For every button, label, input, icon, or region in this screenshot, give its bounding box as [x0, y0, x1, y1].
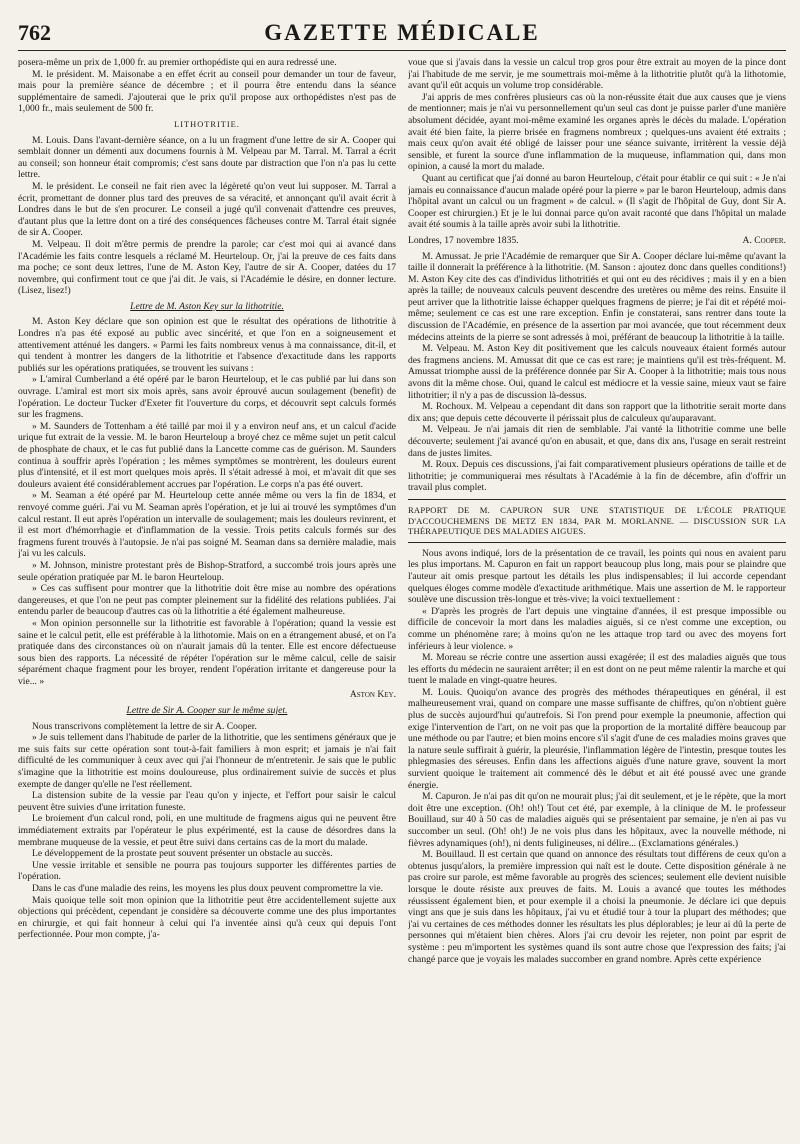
paragraph: Le développement de la prostate peut souvent présenter un obstacle au succès. — [32, 848, 333, 860]
paragraph: M. Velpeau. Je n'ai jamais dit rien de semblable. J'ai vanté la lithotritie comme une belle découverte; seulement j'ai avancé qu'on en abusait, et que, dans dix ans, l'usage en serait restreint dans de justes limites. — [408, 424, 786, 459]
paragraph: Nous avons indiqué, lors de la présentation de ce travail, les points qui nous en avaient paru les plus importans. M. Capuron en fait un rapport beaucoup plus long, mais pour se plaindre que l'auteur ait omis presque partout les détails les plus indispensables; il lui accorde cependant quelques éloges comme modèle d'exactitude arithmétique. Mais une assertion de M. le rapporteur soulève une discussion très-longue et très-vive; la voici textuellement : — [408, 547, 786, 606]
signature: A. Cooper. — [742, 234, 786, 246]
paragraph: voue que si j'avais dans la vessie un calcul trop gros pour être extrait au moyen de la pince dont j'ai l'habitude de me servir, je me soumettrais moi-même à la lithotritie plutôt qu'à la lithotomie, avant qu'il eût acquis un volume trop considérable. — [408, 57, 786, 92]
paragraph: M. le président. M. Maisonabe a en effet écrit au conseil pour demander un tour de faveur, mais pour la première séance de décembre ; et il pourra être entendu dans la séance supplémentaire de samedi. J'ajouterai que le prix qu'il propose aux orthopédistes n'est pas de 1,000 fr., mais seulement de 500 fr. — [18, 68, 396, 115]
paragraph: Le broiement d'un calcul rond, poli, en une multitude de fragmens aigus qui ne peuvent être immédiatement extraits par l'opérateur le plus expérimenté, est la cause de désordres dans la membrane muqueuse de la vessie, et peut être suivi dans certains cas de la mort du malade. — [18, 813, 396, 848]
paragraph: posera-même un prix de 1,000 fr. au premier orthopédiste qui en aura redressé une. — [18, 57, 337, 68]
letter-dateline — [408, 235, 786, 247]
place-date: Londres, 17 novembre 1835. — [408, 234, 519, 246]
paragraph: « D'après les progrès de l'art depuis une vingtaine d'années, il est presque impossible ou difficile de concevoir la mort dans les maladies aiguës, si ce n'est comme une exception, ou comme un phénomène rare; à moins qu'on ne les attaque trop tard ou avec des moyens fort inférieurs à leur violence. » — [408, 605, 786, 652]
section-heading: LITHOTRITIE. — [174, 119, 240, 129]
paragraph: La distension subite de la vessie par l'eau qu'on y injecte, et l'effort pour saisir le calcul peuvent être suivies d'une irritation funeste. — [18, 790, 396, 813]
text-columns — [18, 57, 786, 1127]
masthead — [18, 18, 786, 51]
paragraph: » M. Johnson, ministre protestant près de Bishop-Stratford, a succombé trois jours après une seule opération pratiquée par M. le baron Heurteloup. — [18, 559, 396, 583]
paragraph: M. Moreau se récrie contre une assertion aussi exagérée; il est des maladies aiguës que tous les efforts du médecin ne sauraient arrêter; il en est dont on ne peut même ralentir la marche et qui tuent le malade en vingt-quatre heures. — [408, 652, 786, 687]
letter-heading: Lettre de M. Aston Key sur la lithotritie. — [130, 300, 284, 312]
report-heading: RAPPORT DE M. CAPURON SUR UNE STATISTIQUE DE L'ÉCOLE PRATIQUE D'ACCOUCHEMENS DE METZ EN 1834, PAR M. MORLANNE. — DISCUSSION SUR LA THÉRAPEUTIQUE DES MALADIES AIGUES. — [408, 504, 786, 537]
paragraph: Quant au certificat que j'ai donné au baron Heurteloup, c'était pour établir ce qui suit : « Je n'ai jamais eu connaissance d'aucun malade opéré pour la pierre » par le baron Heurteloup, admis dans l'hôpital avant un calcul ou un fragment » de calcul. » (Il s'agit de l'hôpital de Guy, dont Sir A. Cooper est chirurgien.) Et je le lui donnai parce qu'on avait raconté que dans l'hôpital un malade avait été soumis à la taille après avoir subi la lithotritie. — [408, 172, 786, 231]
paragraph: M. Velpeau. M. Aston Key dit positivement que les calculs nouveaux étaient formés autour des fragmens anciens. M. Amussat dit que ce cas est rare; je maintiens qu'il est très-fréquent. M. Amussat triomphe aussi de la préférence donnée par Sir A. Cooper à la lithotritie; mais tous nous avons dit la même chose. Oui, quand le calcul est médiocre et la vessie saine, mieux vaut se faire lithotritier; il n'y a pas de discussion là-dessus. — [408, 343, 786, 401]
paragraph: M. Aston Key déclare que son opinion est que le résultat des opérations de lithotritie à Londres n'a pas été exposé au public avec sincérité, et que l'on en a soigneusement et attentivement atténué les dangers. « Parmi les faits nombreux venus à ma connaissance, dit-il, et qui tendent à montrer les dangers de la lithotritie et l'absence d'exactitude dans les rapports publiés sur les opérations pratiquées, se trouvent les suivans : — [18, 316, 396, 374]
paragraph: M. Capuron. Je n'ai pas dit qu'on ne mourait plus; j'ai dit seulement, et je le répète, que la mort doit être une exception. (Oh! oh!) Tout cet été, par exemple, à la clinique de M. le professeur Bouillaud, sur 40 à 50 cas de maladies aiguës qui se présentaient par semaine, je n'en ai pas vu succomber un seul. (Oh! oh!) Je ne vois plus dans les hôpitaux, avec la nouvelle méthode, ni fièvres adynamiques (oh!), ni dents fuligineuses, ni délire... (Exclamations générales.) — [408, 791, 786, 849]
divider — [408, 542, 786, 543]
paragraph: M. Amussat. Je prie l'Académie de remarquer que Sir A. Cooper déclare lui-même qu'avant la taille il donnerait la préférence à la lithotritie. (M. Sanson : ajoutez donc dans quelles conditions!) M. Aston Key cite des cas d'individus lithotritiés et qui ont eu des récidives ; mais il y en a bien après la taille; de nouveaux calculs peuvent descendre des uretères ou même des reins. Ensuite il peut arriver que la lithotritie laisse échapper quelques fragmens de pierre; je l'ai dit et répété moi-même; seulement ce cas est une rare exception. Enfin je constaterai, sans rentrer dans toute la discussion de l'Académie, en présence de la assertion par moi avancée, que tout récemment deux médecins atteints de la pierre se sont adressés à moi, préférant de beaucoup la lithotritie à la taille. — [408, 250, 786, 343]
paragraph: M. Rochoux. M. Velpeau a cependant dit dans son rapport que la lithotritie serait morte dans dix ans; que depuis cette découverte il périssait plus de calculeux qu'auparavant. — [408, 401, 786, 424]
paragraph: » M. Saunders de Tottenham a été taillé par moi il y a environ neuf ans, et un calcul d'acide urique fut extrait de la vessie. M. le baron Heurteloup a broyé chez ce même sujet un petit calcul de phosphate de chaux, et le cas fut publié dans la Lancette comme cas de guérison. M. Saunders continua à souffrir après l'opération ; les mêmes symptômes se montrèrent, les douleurs eurent plus d'intensité, et il est mort quelques mois après. Il s'était adressé à moi, et m'avait dit que ses douleurs avaient été considérablement accrues par l'opération. Le corps n'a pas été ouvert. — [18, 420, 396, 490]
paragraph: Nous transcrivons complètement la lettre de sir A. Cooper. — [32, 720, 257, 732]
paragraph: M. Bouillaud. Il est certain que quand on annonce des résultats tout différens de ceux qu'on a obtenus jusqu'alors, la première impression qui naît est le doute. Cette disposition générale à ne pas croire sur parole, est même favorable au progrès des sciences; seulement elle devient nuisible lorsque le doute résiste aux preuves de faits. M. Louis a avancé que toutes les méthodes réussissent également bien, et pour exemple il a choisi la pneumonie. Je déclare ici que depuis vingt ans que je suis dans les hôpitaux, j'ai vu et étudié tour à tour la plupart des méthodes; que j'ai vu certaines de ces méthodes donner les résultats les plus déplorables; je leur ai dû la perte de personnes qui m'étaient bien chères. Alors j'ai cru devoir les rejeter, non point par esprit de système : peu m'importent les systèmes quand ils sont autre chose que l'expression des faits; j'ai changé parce que je voyais les malades succomber en grand nombre. Après cette expérience — [408, 849, 786, 965]
paragraph: M. Louis. Dans l'avant-dernière séance, on a lu un fragment d'une lettre de sir A. Cooper qui semblait donner un démenti aux documens fournis à M. Velpeau par M. Tarral. M. Tarral a écrit au conseil; son honneur était compromis; c'est sans doute par distraction que l'on n'a pas lu cette lettre. — [18, 134, 396, 181]
paragraph: Dans le cas d'une maladie des reins, les moyens les plus doux peuvent compromettre la vie. — [32, 882, 384, 894]
paragraph: « Mon opinion personnelle sur la lithotritie est favorable à l'opération; quand la vessie est saine et le calcul petit, elle est préférable à la lithotomie. Mais on en a étrangement abusé, et on l'a pratiquée dans des circonstances où on n'aurait jamais dû la tenter. Elle est encore défectueuse sous bien des rapports. La nécessité de répéter l'opération sur le même calcul, celle de saisir séparément chaque fragment pour les broyer, rendent l'opération irritante et dangereuse pour la vie... » — [18, 617, 396, 687]
page-number: 762 — [18, 20, 51, 45]
paragraph: M. Louis. Quoiqu'on avance des progrès des méthodes thérapeutiques en général, il est malheureusement vrai, quand on compare une masse suffisante de chiffres, qu'on n'obtient guère plus de succès aujourd'hui qu'autrefois. Si l'on prend pour exemple la pneumonie, affection qui exige l'intervention de l'art, on ne voit pas que la proportion de la mortalité diffère beaucoup par une méthode ou par l'autre; et bien moins encore s'il s'agit d'une de ces maladies moins graves que la nature seule suffirait à guérir, la pleurésie, l'inflammation légère de l'intestin, presque toutes les phlegmasies des séreuses. Enfin dans les affections aiguës d'une nature grave, souvent la mort survient quoique le traitement ait commencé dès le début et ait été poussé avec une grande énergie. — [408, 686, 786, 791]
paragraph: M. Velpeau. Il doit m'être permis de prendre la parole; car c'est moi qui ai avancé dans l'Académie les faits contre lesquels a réclamé M. Heurteloup. Or, j'ai la preuve de ces faits dans ma poche; ce sont deux lettres, l'une de M. Aston Key, l'autre de sir A. Cooper, datées du 17 novembre, qui confirment tout ce que j'ai dit. Je vais, si l'Académie le désire, en donner lecture. (Lisez, lisez!) — [18, 238, 396, 297]
left-column — [18, 57, 396, 1127]
paragraph: » Je suis tellement dans l'habitude de parler de la lithotritie, que les sentimens généraux que je me suis faits sur cette opération sont tout-à-fait familiers à mon esprit; et jamais je n'ai fait difficulté de les communiquer à ceux avec qui j'ai l'honneur de m'entretenir. Je sais que le public s'imagine que la lithotritie est moins douloureuse, plus ordinairement suivie de succès et plus exempte de danger qu'elle ne l'est réellement. — [18, 732, 396, 790]
paragraph: M. le président. Le conseil ne fait rien avec la légèreté qu'on veut lui supposer. M. Tarral a écrit, promettant de donner plus tard des preuves de sa véracité, et annonçant qu'il avait écrit à Londres dans le but de s'en procurer. Le conseil a jugé qu'il convenait d'attendre ces preuves, d'autant plus que la lettre dont on a tiré des conséquences fâcheuses contre M. Tarral était signée de sir A. Cooper. — [18, 180, 396, 239]
paragraph: » Ces cas suffisent pour montrer que la lithotritie doit être mise au nombre des opérations dangereuses, et que l'on ne peut pas compter pleinement sur la fidélité des relations publiées. J'ai entendu parler de beaucoup d'autres cas où la lithotritie a été également malheureuse. — [18, 583, 396, 618]
signature: Aston Key. — [349, 689, 396, 701]
letter-heading: Lettre de Sir A. Cooper sur le même sujet. — [126, 705, 288, 717]
journal-title: GAZETTE MÉDICALE — [264, 20, 540, 45]
paragraph: Une vessie irritable et sensible ne pourra pas toujours supporter les différentes parties de l'opération. — [18, 859, 396, 883]
paragraph: Mais quoique telle soit mon opinion que la lithotritie peut être accidentellement sujette aux objections qui précèdent, cependant je considère sa découverte comme une des plus importantes en chirurgie, et qui fait honneur à celui qui l'a inventée ainsi qu'à ceux qui depuis l'ont perfectionnée. Pour mon compte, j'a- — [18, 894, 396, 941]
paragraph: J'ai appris de mes confrères plusieurs cas où la non-réussite était due aux causes que je viens de mentionner; mais je n'ai vu personnellement qu'un seul cas dont je puisse parler d'une manière absolument décidée, ayant moi-même examiné les organes après le décès du malade. L'opération avait été bien faite, la pierre brisée en fragmens nombreux ; quelques-uns avaient été extraits ; mais ceux qu'on avait été obligé de laisser pour une séance suivante, irritèrent la vessie déjà sensible, et furent la source d'une inflammation de la muqueuse, inflammation qui, dans mon opinion, a causé la mort du malade. — [408, 91, 786, 173]
right-column — [408, 57, 786, 1127]
paragraph: » M. Seaman a été opéré par M. Heurteloup cette année même ou vers la fin de 1834, et renvoyé comme guéri. J'ai vu M. Seaman après l'opération, et je lui ai trouvé les symptômes d'un calcul restant. Il eut après l'opération un intervalle de soulagement; mais les douleurs revinrent, et il est mort d'hémorrhagie et d'inflammation de la vessie. Trois petits calculs formés sur des fragmens furent trouvés à l'autopsie. Je n'ai pas soigné M. Seaman dans sa dernière maladie, mais j'ai vu les calculs. — [18, 490, 396, 560]
paragraph: M. Roux. Depuis ces discussions, j'ai fait comparativement plusieurs opérations de taille et de lithotritie; je communiquerai mes résultats à l'Académie à la fin de décembre, afin d'offrir un travail plus complet. — [408, 459, 786, 494]
paragraph: » L'amiral Cumberland a été opéré par le baron Heurteloup, et le cas publié par lui dans son ouvrage. L'amiral est mort six mois après, sans avoir éprouvé aucun soulagement (benefit) de l'opération. Le docteur Tucker d'Exeter fit l'ouverture du corps, et découvrit sept calculs formés sur les fragmens. — [18, 374, 396, 421]
divider — [408, 499, 786, 500]
